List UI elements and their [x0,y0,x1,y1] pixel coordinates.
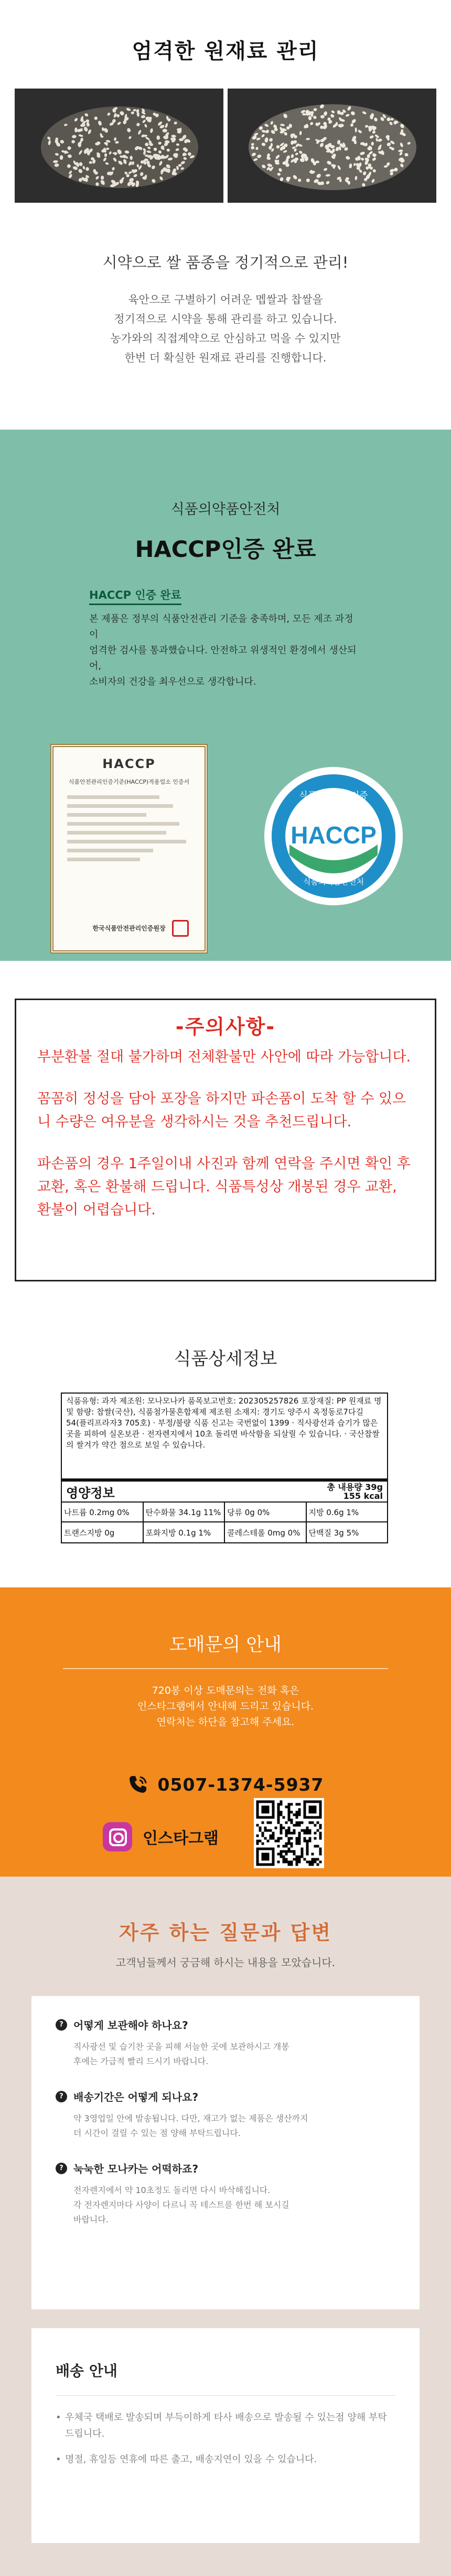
certificate-subtitle: 식품안전관리인증기준(HACCP)적용업소 인증서 [68,779,190,785]
haccp-title: HACCP인증 완료 [135,536,316,563]
caution-section [0,961,451,1315]
rice-photo-right [228,89,436,203]
svg-text:식품의약품안전처: 식품의약품안전처 [303,877,364,886]
rice-photo-row [0,89,451,203]
food-label [61,1393,388,1543]
certificate-title: HACCP [102,757,156,771]
product-info-title: 식품상세정보 [174,1349,277,1369]
question-icon: ? [56,2163,67,2174]
phone-contact[interactable] [0,1774,451,1795]
shipping-list [56,2409,395,2468]
phone-icon [127,1774,148,1795]
haccp-badge-icon [263,766,404,906]
svg-text:HACCP: HACCP [291,821,377,849]
food-label-text: 식품유형: 과자 제조원: 모나모나카 품목보고번호: 202305257826 포장재질: PP 원재료 명 및 함량: 찹쌀(국산), 식품첨가물혼합제제 제조원 소재지: 경기도 양주시 옥정동로7다길 54(플리프라자3 705호) · 부정/불량 식품 신고는 국번없이 1399 · 직사광선과 습기가 많은 곳을 피하여 실온보관 · 전자렌지에서 10초 돌리면 바삭함을 되살릴 수 있습니다. · 국산찹쌀의 쌀겨가 약간 점으로 보일 수 있습니다. [62,1394,387,1482]
raw-material-section [0,0,451,430]
phone-number[interactable]: 0507-1374-5937 [157,1774,324,1795]
rice-grains-image [15,89,223,203]
haccp-label: HACCP 인증 완료 [89,587,181,605]
faq-section [0,1877,451,2576]
caution-packaging: 꼼꼼히 정성을 담아 포장을 하지만 파손품이 도착 할 수 있으니 수량은 여유분을 생각하시는 것을 추천드립니다. [37,1091,406,1130]
haccp-section [0,430,451,961]
nutrition-row: 나트륨 0.2mg 0% 탄수화물 34.1g 11% 당류 0g 0% 지방 0.6g 1% [62,1503,387,1522]
raw-material-body: 육안으로 구별하기 어려운 멥쌀과 찹쌀을 정기적으로 시약을 통해 관리를 하고 있습니다. 농가와의 직접계약으로 안심하고 먹을 수 있지만 한번 더 확실한 원재료 관리를 진행합니다. [110,293,341,364]
qr-code[interactable] [254,1798,324,1868]
haccp-description: HACCP 인증 완료 본 제품은 정부의 식품안전관리 기준을 충족하며, 모든 제조 과정이 엄격한 검사를 통과했습니다. 안전하고 위생적인 환경에서 생산되어, 소비자의 건강을 최우선으로 생각합니다. [89,587,362,690]
rice-photo-left [15,89,223,203]
faq-subtitle: 고객님들께서 궁금해 하시는 내용을 모았습니다. [115,1956,336,1969]
faq-answer: 약 3영업일 안에 발송됩니다. 다만, 재고가 없는 제품은 생산까지 더 시간이 걸릴 수 있는 점 양해 부탁드립니다. [73,2113,308,2138]
faq-question: 어떻게 보관해야 하나요? [73,2019,188,2032]
caution-title: -주의사항- [175,1015,276,1038]
caution-refund: 부분환불 절대 불가하며 전체환불만 사안에 따라 가능합니다. [37,1049,411,1065]
seal-icon [172,920,189,937]
wholesale-section [0,1587,451,1877]
svg-text:식품안전관리인증: 식품안전관리인증 [299,791,368,801]
faq-answer: 전자렌지에서 약 10초정도 돌리면 다시 바삭해집니다. 각 전자렌지마다 사양이 다르니 꼭 테스트를 한번 해 보시길 바랍니다. [73,2185,289,2224]
wholesale-body: 720봉 이상 도매문의는 전화 혹은 인스타그램에서 안내해 드리고 있습니다. 연락처는 하단을 참고해 주세요. [137,1685,314,1728]
divider [63,1668,388,1669]
shipping-title: 배송 안내 [56,2360,395,2396]
faq-card [31,1996,420,2309]
product-info-section [0,1315,451,1587]
instagram-label[interactable]: 인스타그램 [143,1829,219,1848]
rice-grains-image [228,89,436,203]
shipping-item: • 명절, 휴일등 연휴에 따른 출고, 배송지연이 있을 수 있습니다. [56,2451,395,2468]
nutrition-header [62,1482,387,1503]
certificate-details [63,795,195,861]
nutrition-total: 총 내용량 39g 155 kcal [327,1482,383,1501]
raw-material-title: 엄격한 원재료 관리 [132,39,319,63]
haccp-org: 식품의약품안전처 [170,501,281,518]
faq-question: 배송기간은 어떻게 되나요? [73,2091,199,2103]
faq-question: 눅눅한 모나카는 어떡하죠? [73,2163,199,2175]
nutrition-row: 트랜스지방 0g 포화지방 0.1g 1% 콜레스테롤 0mg 0% 단백질 3g 5% [62,1522,387,1542]
wholesale-title: 도매문의 안내 [169,1635,282,1656]
raw-material-subtitle: 시약으로 쌀 품종을 정기적으로 관리! [102,254,349,271]
faq-title: 자주 하는 질문과 답변 [119,1921,332,1944]
question-icon: ? [56,2091,67,2102]
instagram-icon [103,1822,132,1851]
certificate-issuer: 한국식품안전관리인증원장 [92,925,166,932]
shipping-card [31,2328,420,2543]
nutrition-title: 영양정보 [66,1485,115,1500]
haccp-certificate [50,744,208,953]
faq-item [56,2017,395,2069]
question-icon: ? [56,2019,67,2031]
instagram-link[interactable] [103,1822,219,1851]
caution-box [15,999,436,1281]
faq-item [56,2161,395,2227]
faq-answer: 직사광선 및 습기찬 곳을 피해 서늘한 곳에 보관하시고 개봉 후에는 가급적 빨리 드시기 바랍니다. [73,2042,289,2066]
caution-damage: 파손품의 경우 1주일이내 사진과 함께 연락을 주시면 확인 후 교환, 혹은 환불해 드립니다. 식품특성상 개봉된 경우 교환, 환불이 어렵습니다. [37,1156,411,1218]
faq-item [56,2089,395,2141]
shipping-item: • 우체국 택배로 발송되며 부득이하게 타사 배송으로 발송될 수 있는점 양해 부탁드립니다. [56,2409,395,2442]
